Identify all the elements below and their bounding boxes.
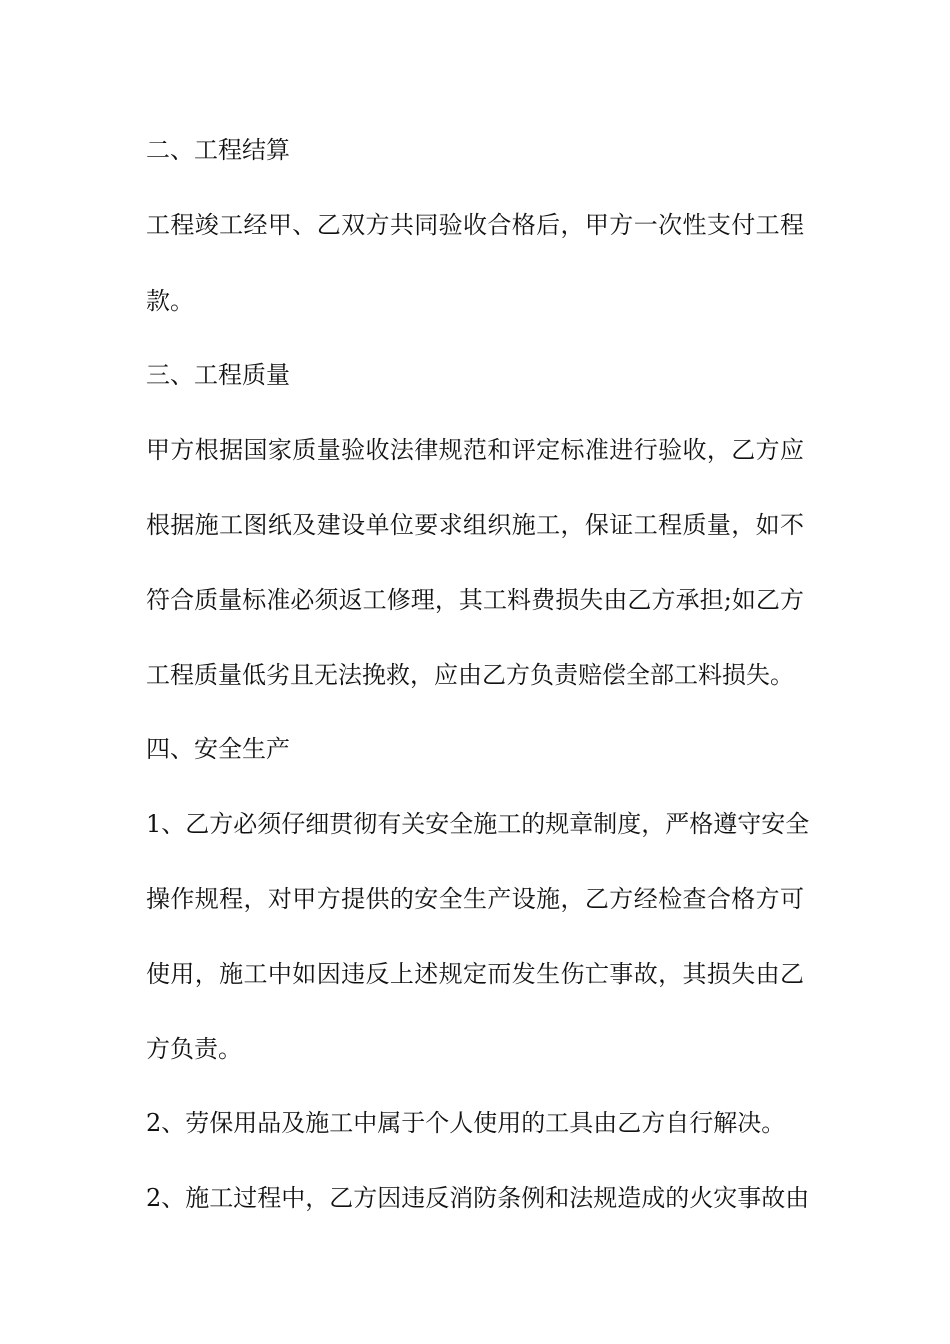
paragraph-line: 甲方根据国家质量验收法律规范和评定标准进行验收，乙方应 xyxy=(146,436,804,464)
paragraph-line: 1、乙方必须仔细贯彻有关安全施工的规章制度，严格遵守安全 xyxy=(146,810,810,838)
paragraph-line: 根据施工图纸及建设单位要求组织施工，保证工程质量，如不 xyxy=(146,511,804,539)
section-heading-settlement: 二、工程结算 xyxy=(146,136,290,164)
paragraph-line: 工程竣工经甲、乙双方共同验收合格后，甲方一次性支付工程 xyxy=(146,211,804,239)
paragraph-line: 符合质量标准必须返工修理，其工料费损失由乙方承担;如乙方 xyxy=(146,586,804,614)
paragraph-line: 操作规程，对甲方提供的安全生产设施，乙方经检查合格方可 xyxy=(146,885,804,913)
paragraph-line: 工程质量低劣且无法挽救，应由乙方负责赔偿全部工料损失。 xyxy=(146,661,794,689)
paragraph-line: 2、劳保用品及施工中属于个人使用的工具由乙方自行解决。 xyxy=(146,1109,786,1137)
paragraph-line: 款。 xyxy=(146,287,194,315)
paragraph-line: 2、施工过程中，乙方因违反消防条例和法规造成的火灾事故由 xyxy=(146,1184,810,1212)
section-heading-quality: 三、工程质量 xyxy=(146,361,290,389)
paragraph-line: 方负责。 xyxy=(146,1035,242,1063)
paragraph-line: 使用，施工中如因违反上述规定而发生伤亡事故，其损失由乙 xyxy=(146,960,804,988)
section-heading-safety: 四、安全生产 xyxy=(146,735,290,763)
